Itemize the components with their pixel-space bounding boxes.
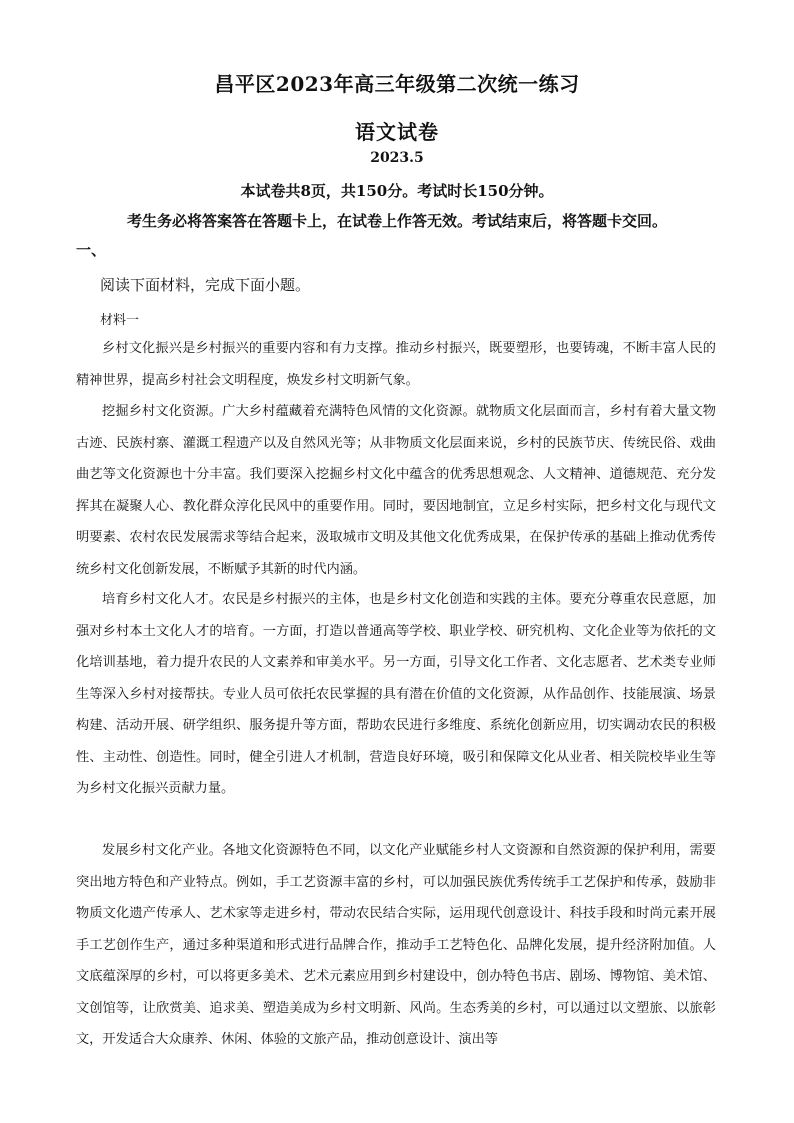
section-number: 一、 xyxy=(76,241,107,259)
exam-notice: 考生务必将答案答在答题卡上，在试卷上作答无效。考试结束后，将答题卡交回。 xyxy=(126,212,667,230)
paragraph: 挖掘乡村文化资源。广大乡村蕴藏着充满特色风情的文化资源。就物质文化层面而言，乡村有着大量文物古迹、民族村寨、灌溉工程遗产以及自然风光等；从非物质文化层面来说，乡村的民族节庆、传统民俗、戏曲曲艺等文化资源也十分丰富。我们要深入挖掘乡村文化中蕴含的优秀思想观念、人文精神、道德规范、充分发挥其在凝聚人心、教化群众淳化民风中的重要作用。同时，要因地制宜，立足乡村实际，把乡村文化与现代文明要素、农村农民发展需求等结合起来，汲取城市文明及其他文化优秀成果，在保护传承的基础上推动优秀传统乡村文化创新发展，不断赋予其新的时代内涵。 xyxy=(76,404,716,577)
exam-info: 本试卷共8页，共150分。考试时长150分钟。 xyxy=(240,182,554,200)
exam-subject: 语文试卷 xyxy=(355,120,439,144)
paragraph: 乡村文化振兴是乡村振兴的重要内容和有力支撑。推动乡村振兴，既要塑形，也要铸魂，不断丰富人民的精神世界，提高乡村社会文明程度，焕发乡村文明新气象。 xyxy=(76,341,716,388)
paragraph: 发展乡村文化产业。各地文化资源特色不同，以文化产业赋能乡村人文资源和自然资源的保护利用，需要突出地方特色和产业特点。例如，手工艺资源丰富的乡村，可以加强民族优秀传统手工艺保护和传承，鼓励非物质文化遗产传承人、艺术家等走进乡村，带动农民结合实际，运用现代创意设计、科技手段和时尚元素开展手工艺创作生产，通过多种渠道和形式进行品牌合作，推动手工艺特色化、品牌化发展，提升经济附加值。人文底蕴深厚的乡村，可以将更多美术、艺术元素应用到乡村建设中，创办特色书店、剧场、博物馆、美术馆、文创馆等，让欣赏美、追求美、塑造美成为乡村文明新、风尚。生态秀美的乡村，可以通过以文塑旅、以旅彰文，开发适合大众康养、休闲、体验的文旅产品，推动创意设计、演出等 xyxy=(76,843,716,1047)
paragraph: 培育乡村文化人才。农民是乡村振兴的主体，也是乡村文化创造和实践的主体。要充分尊重农民意愿，加强对乡村本土文化人才的培育。一方面，打造以普通高等学校、职业学校、研究机构、文化企业等为依托的文化培训基地，着力提升农民的人文素养和审美水平。另一方面，引导文化工作者、文化志愿者、艺术类专业师生等深入乡村对接帮扶。专业人员可依托农民掌握的具有潜在价值的文化资源，从作品创作、技能展演、场景构建、活动开展、研学组织、服务提升等方面，帮助农民进行多维度、系统化创新应用，切实调动农民的积极性、主动性、创造性。同时，健全引进人才机制，营造良好环境，吸引和保障文化从业者、相关院校毕业生等为乡村文化振兴贡献力量。 xyxy=(76,592,716,796)
exam-title: 昌平区2023年高三年级第二次统一练习 xyxy=(214,72,580,96)
exam-date: 2023.5 xyxy=(370,150,424,166)
material-label: 材料一 xyxy=(100,313,140,328)
section-instruction: 阅读下面材料，完成下面小题。 xyxy=(100,276,311,294)
